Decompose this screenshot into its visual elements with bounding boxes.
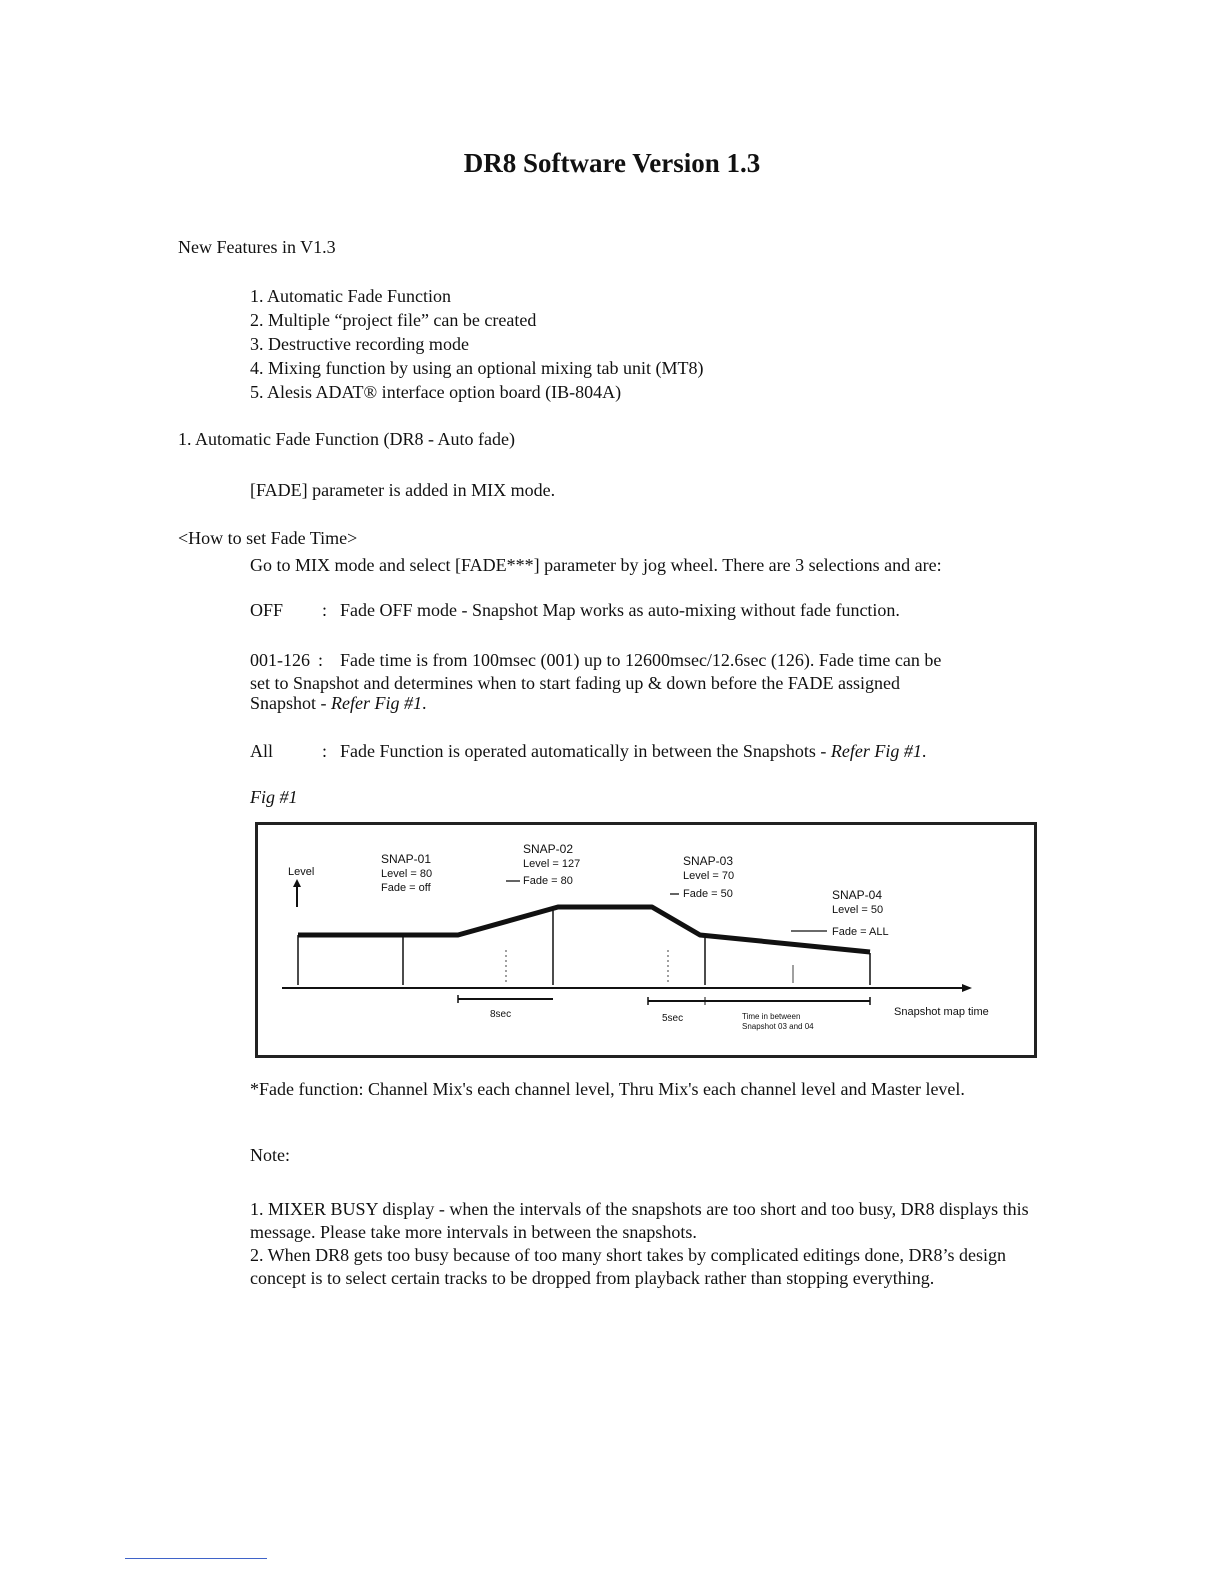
howto-intro: Go to MIX mode and select [FADE***] parameter by jog wheel. There are 3 selections and are: — [250, 555, 942, 575]
section1-heading: 1. Automatic Fade Function (DR8 - Auto fade) — [178, 429, 515, 449]
snap-fade: Fade = 80 — [523, 875, 573, 887]
span-label: Time in between — [742, 1012, 801, 1021]
howto-heading: <How to set Fade Time> — [178, 528, 358, 548]
feature-item: 4. Mixing function by using an optional mixing tab unit (MT8) — [250, 358, 704, 378]
option-sep: : — [322, 741, 328, 761]
snap-level: Level = 50 — [832, 904, 884, 916]
snap-level: Level = 127 — [523, 858, 581, 870]
feature-item: 2. Multiple “project file” can be created — [250, 310, 537, 330]
option-key: All — [250, 741, 274, 761]
span-label: 8sec — [490, 1009, 512, 1020]
snap-name: SNAP-01 — [381, 852, 432, 866]
option-key: OFF — [250, 600, 284, 620]
fade-level-curve — [298, 907, 870, 952]
fade-function-note: *Fade function: Channel Mix's each channel level, Thru Mix's each channel level and Master level. — [250, 1079, 965, 1099]
page-title: DR8 Software Version 1.3 — [463, 148, 761, 178]
feature-item: 1. Automatic Fade Function — [250, 286, 451, 306]
figure-label: Fig #1 — [250, 787, 298, 807]
snap-level: Level = 80 — [381, 868, 433, 880]
snap-fade: Fade = 50 — [683, 888, 733, 900]
option-text: Fade time is from 100msec (001) up to 12600msec/12.6sec (126). Fade time can be — [340, 650, 942, 670]
level-axis-label: Level — [288, 866, 315, 878]
span-label: Snapshot 03 and 04 — [742, 1022, 814, 1031]
option-text: Fade OFF mode - Snapshot Map works as auto-mixing without fade function. — [340, 600, 900, 620]
option-text-line2: set to Snapshot and determines when to start fading up & down before the FADE assigned — [250, 673, 901, 693]
note-heading: Note: — [250, 1145, 290, 1165]
option-sep: : — [322, 600, 328, 620]
snap-name: SNAP-03 — [683, 854, 734, 868]
new-features-heading: New Features in V1.3 — [178, 237, 336, 257]
option-text-line3: Snapshot - Refer Fig #1. — [250, 693, 427, 713]
fade-figure — [255, 822, 1037, 1058]
option-sep: : — [318, 650, 324, 670]
note-item: 1. MIXER BUSY display - when the intervals of the snapshots are too short and too busy, DR8 displays this message. Please take more intervals in between the snapshots. — [250, 1199, 1029, 1242]
page-edge-mark — [125, 1558, 267, 1559]
note-item: 2. When DR8 gets too busy because of too many short takes by complicated editings done, DR8’s design concept is to select certain tracks to be dropped from playback rather than stopping everything. — [250, 1245, 1007, 1288]
snap-level: Level = 70 — [683, 870, 735, 882]
snap-name: SNAP-02 — [523, 842, 574, 856]
snap-fade: Fade = off — [381, 882, 431, 894]
level-arrow-head — [293, 879, 301, 887]
option-key: 001-126 — [250, 650, 310, 670]
snap-fade: Fade = ALL — [832, 926, 889, 938]
option-text: Fade Function is operated automatically in between the Snapshots - Refer Fig #1. — [340, 741, 927, 761]
snap-name: SNAP-04 — [832, 888, 883, 902]
axis-label: Snapshot map time — [894, 1006, 989, 1018]
span-label: 5sec — [662, 1013, 684, 1024]
feature-item: 5. Alesis ADAT® interface option board (IB-804A) — [250, 382, 622, 402]
feature-item: 3. Destructive recording mode — [250, 334, 469, 354]
fade-param-note: [FADE] parameter is added in MIX mode. — [250, 480, 556, 500]
